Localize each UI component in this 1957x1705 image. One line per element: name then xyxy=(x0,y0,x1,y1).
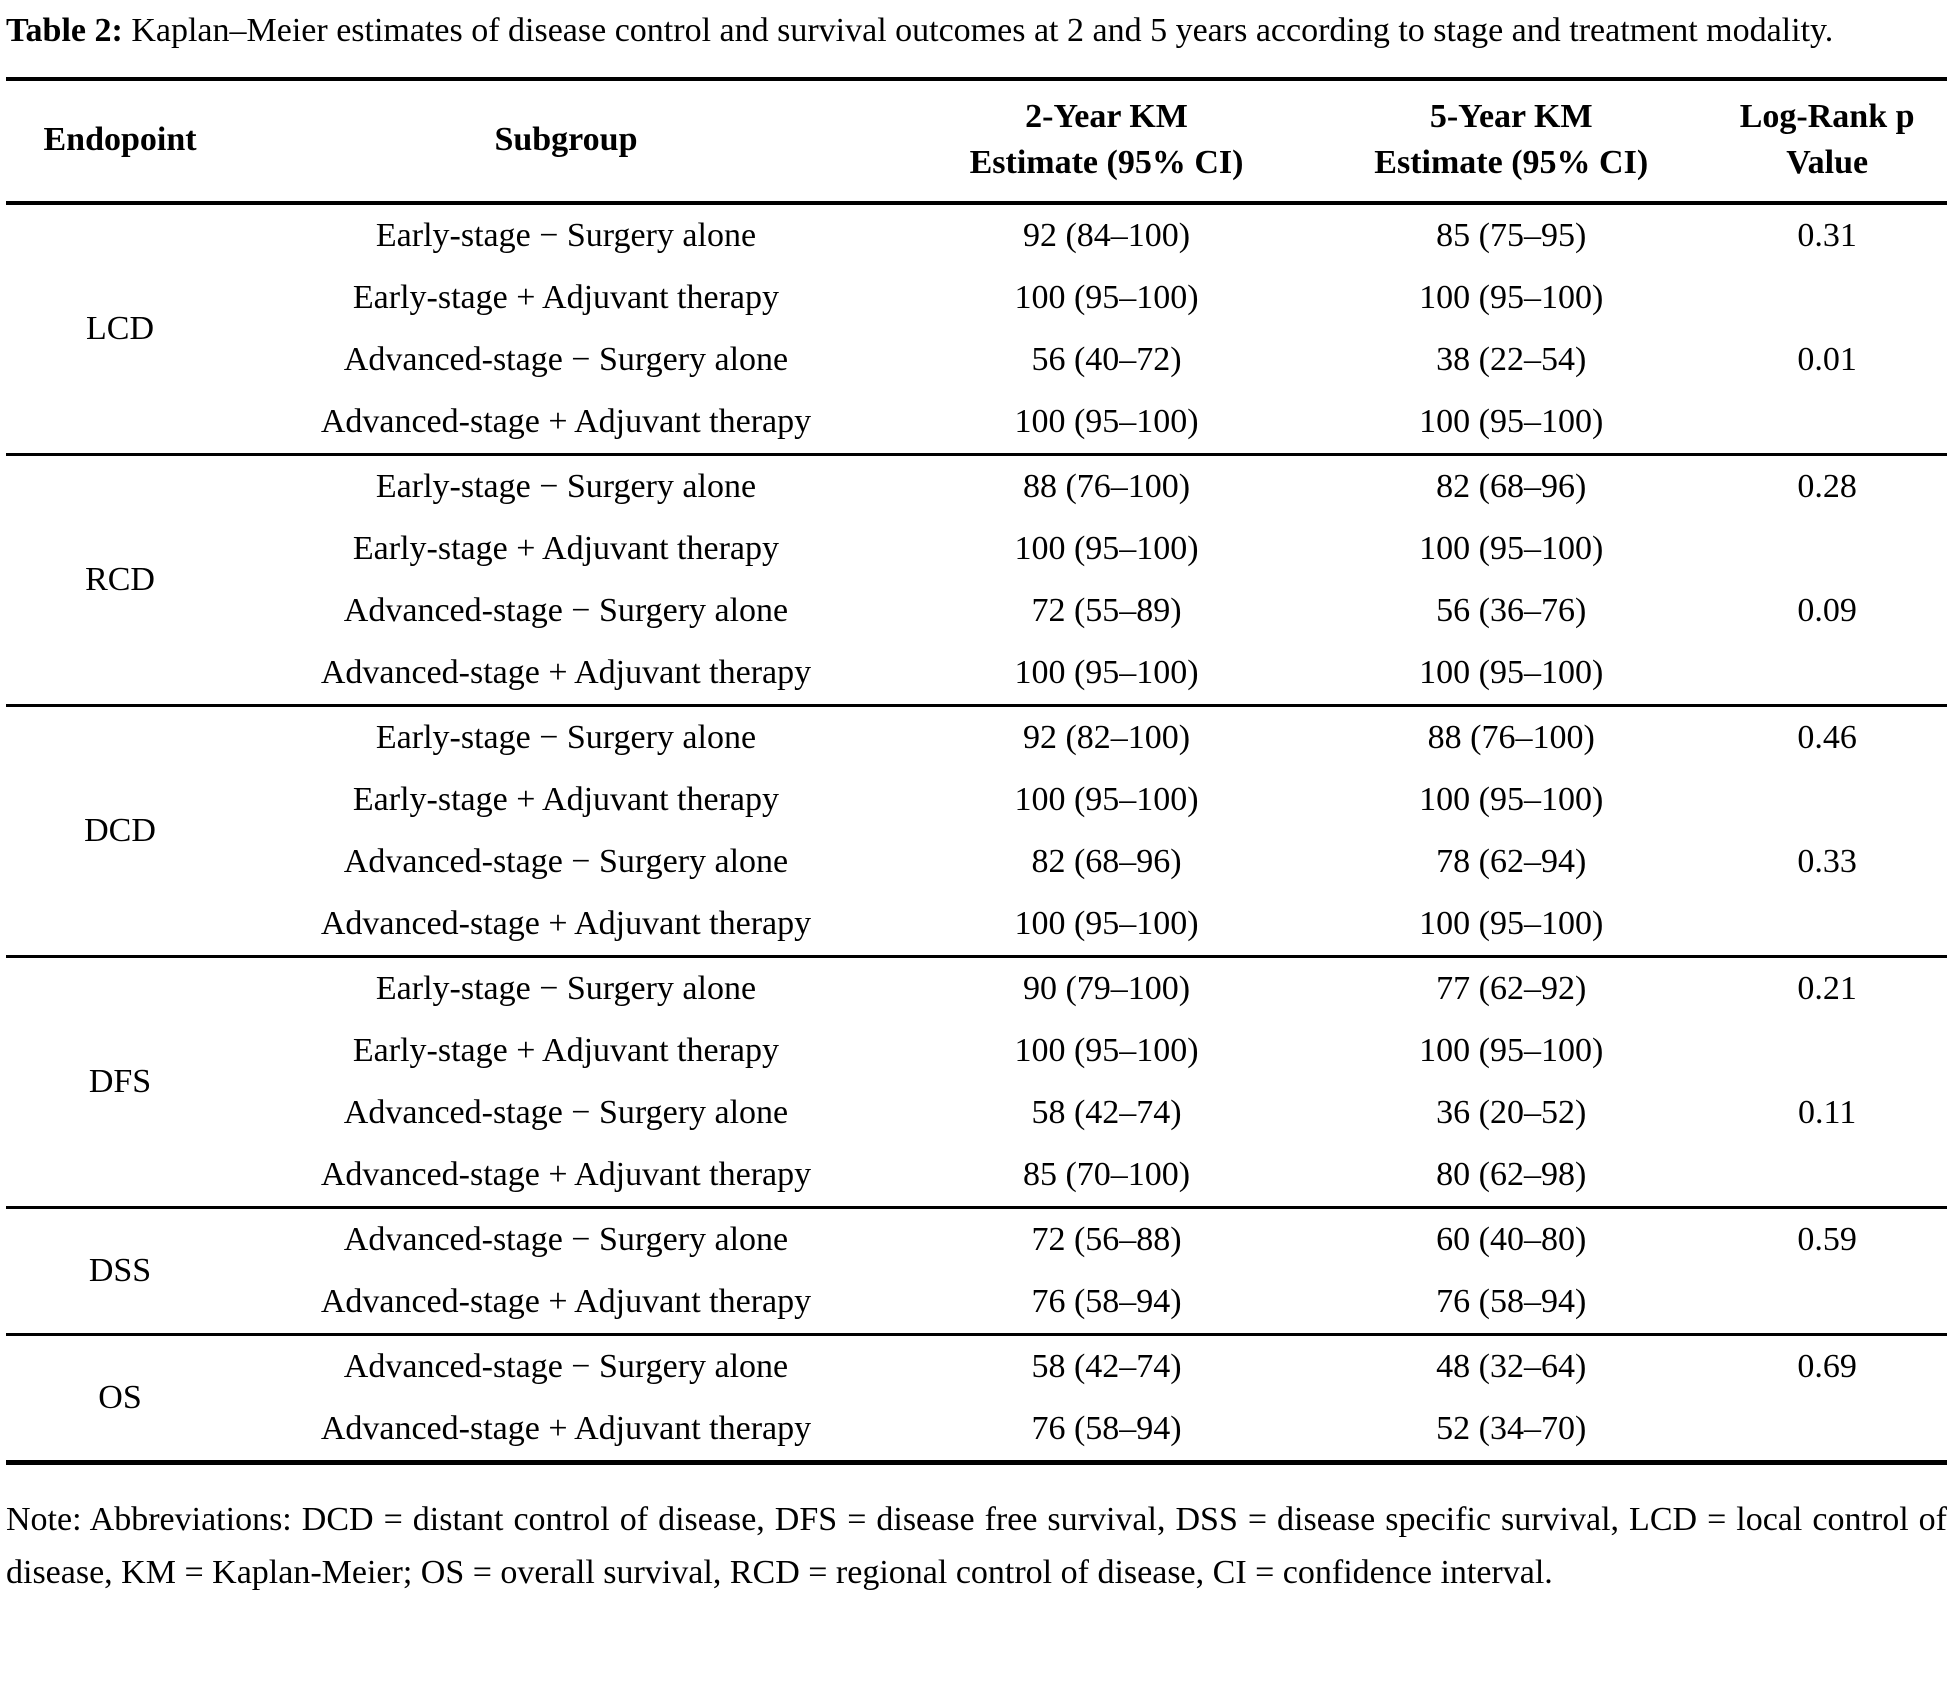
pvalue-cell: 0.01 xyxy=(1797,341,1857,378)
column-header-pvalue-line1: Log-Rank p xyxy=(1739,98,1915,135)
km5-cell: 76 (58–94) xyxy=(1436,1283,1587,1320)
pvalue-cell: 0.21 xyxy=(1707,957,1947,1021)
column-header-5yr-km xyxy=(1315,79,1707,203)
km2-cell: 100 (95–100) xyxy=(1014,654,1199,691)
column-header-5yr-km-line2: Estimate (95% CI) xyxy=(1374,144,1649,181)
pvalue-cell xyxy=(1707,642,1947,706)
subgroup-cell: Advanced-stage − Surgery alone xyxy=(234,1335,898,1399)
table-row xyxy=(6,706,1947,770)
table-row xyxy=(6,642,1947,706)
km2-cell: 92 (82–100) xyxy=(898,706,1315,770)
table-row xyxy=(6,1271,1947,1335)
km2-cell: 100 (95–100) xyxy=(1014,403,1199,440)
subgroup-cell: Advanced-stage + Adjuvant therapy xyxy=(320,403,812,440)
km5-cell: 100 (95–100) xyxy=(1419,279,1604,316)
table-row xyxy=(6,267,1947,329)
subgroup-cell: Early-stage + Adjuvant therapy xyxy=(352,530,780,567)
pvalue-cell xyxy=(1707,267,1947,329)
column-header-2yr-km xyxy=(898,79,1315,203)
km2-cell: 72 (55–89) xyxy=(1031,592,1182,629)
subgroup-cell: Advanced-stage − Surgery alone xyxy=(343,843,789,880)
km2-cell: 100 (95–100) xyxy=(1014,905,1199,942)
km5-cell: 56 (36–76) xyxy=(1436,592,1587,629)
km2-cell: 76 (58–94) xyxy=(1031,1283,1182,1320)
table-note: Note: Abbreviations: DCD = distant control of disease, DFS = disease free survival, DSS = disease specific survival, LCD = local control of disease, KM = Kaplan-Meier; OS = overall survival, RCD = regional control of disease, CI = confidence interval. xyxy=(6,1501,1947,1591)
subgroup-cell: Early-stage − Surgery alone xyxy=(234,455,898,519)
km5-cell: 100 (95–100) xyxy=(1419,654,1604,691)
pvalue-cell: 0.28 xyxy=(1707,455,1947,519)
km2-cell: 72 (56–88) xyxy=(898,1208,1315,1272)
km5-cell: 48 (32–64) xyxy=(1315,1335,1707,1399)
km2-cell: 85 (70–100) xyxy=(1022,1156,1191,1193)
pvalue-cell: 0.59 xyxy=(1707,1208,1947,1272)
table-row xyxy=(6,580,1947,642)
column-header-5yr-km-line1: 5-Year KM xyxy=(1429,98,1593,135)
table-row xyxy=(6,518,1947,580)
subgroup-cell: Early-stage − Surgery alone xyxy=(234,203,898,267)
column-header-2yr-km-line1: 2-Year KM xyxy=(1025,98,1188,135)
km5-cell: 100 (95–100) xyxy=(1419,403,1604,440)
km2-cell: 100 (95–100) xyxy=(1014,781,1199,818)
pvalue-cell: 0.09 xyxy=(1797,592,1857,629)
km2-cell: 76 (58–94) xyxy=(1031,1410,1182,1447)
km5-cell: 88 (76–100) xyxy=(1315,706,1707,770)
subgroup-cell: Early-stage − Surgery alone xyxy=(234,706,898,770)
km2-cell: 56 (40–72) xyxy=(1031,341,1182,378)
km5-cell: 77 (62–92) xyxy=(1315,957,1707,1021)
table-row xyxy=(6,831,1947,893)
table-row xyxy=(6,1082,1947,1144)
km5-cell: 100 (95–100) xyxy=(1419,781,1604,818)
km2-cell: 90 (79–100) xyxy=(898,957,1315,1021)
km2-cell: 88 (76–100) xyxy=(898,455,1315,519)
endpoint-cell-lcd: LCD xyxy=(6,203,234,455)
subgroup-cell: Early-stage − Surgery alone xyxy=(234,957,898,1021)
table-row xyxy=(6,203,1947,267)
km5-cell: 38 (22–54) xyxy=(1436,341,1587,378)
table-row xyxy=(6,329,1947,391)
km2-cell: 92 (84–100) xyxy=(898,203,1315,267)
km-estimates-table xyxy=(6,77,1947,1465)
km2-cell: 100 (95–100) xyxy=(1014,1032,1199,1069)
subgroup-cell: Early-stage + Adjuvant therapy xyxy=(352,279,780,316)
table-row xyxy=(6,1208,1947,1272)
km5-cell: 36 (20–52) xyxy=(1436,1094,1587,1131)
subgroup-cell: Advanced-stage + Adjuvant therapy xyxy=(320,654,812,691)
table-row xyxy=(6,1398,1947,1463)
km2-cell: 58 (42–74) xyxy=(898,1335,1315,1399)
table-row xyxy=(6,957,1947,1021)
pvalue-cell xyxy=(1707,1271,1947,1335)
pvalue-cell: 0.11 xyxy=(1798,1094,1857,1131)
km5-cell: 100 (95–100) xyxy=(1419,905,1604,942)
km2-cell: 82 (68–96) xyxy=(1031,843,1182,880)
km5-cell: 82 (68–96) xyxy=(1315,455,1707,519)
pvalue-cell xyxy=(1707,769,1947,831)
km5-cell: 80 (62–98) xyxy=(1436,1156,1587,1193)
table-row xyxy=(6,769,1947,831)
column-header-endpoint: Endopoint xyxy=(6,79,234,203)
table-row xyxy=(6,391,1947,455)
table-row xyxy=(6,1144,1947,1208)
pvalue-cell: 0.69 xyxy=(1707,1335,1947,1399)
km5-cell: 85 (75–95) xyxy=(1315,203,1707,267)
km2-cell: 58 (42–74) xyxy=(1031,1094,1182,1131)
km5-cell: 100 (95–100) xyxy=(1419,530,1604,567)
endpoint-cell-dfs: DFS xyxy=(6,957,234,1208)
pvalue-cell xyxy=(1707,1398,1947,1463)
subgroup-cell: Advanced-stage − Surgery alone xyxy=(234,1208,898,1272)
pvalue-cell xyxy=(1707,391,1947,455)
subgroup-cell: Advanced-stage + Adjuvant therapy xyxy=(320,1410,812,1447)
km5-cell: 60 (40–80) xyxy=(1315,1208,1707,1272)
subgroup-cell: Early-stage + Adjuvant therapy xyxy=(352,1032,780,1069)
table-caption-label: Table 2: xyxy=(6,12,123,49)
pvalue-cell xyxy=(1707,518,1947,580)
column-header-subgroup: Subgroup xyxy=(234,79,898,203)
endpoint-cell-dss: DSS xyxy=(6,1208,234,1335)
pvalue-cell: 0.46 xyxy=(1707,706,1947,770)
table-caption xyxy=(6,8,1947,53)
km2-cell: 100 (95–100) xyxy=(1014,530,1199,567)
column-header-pvalue xyxy=(1707,79,1947,203)
table-caption-text: Kaplan–Meier estimates of disease control and survival outcomes at 2 and 5 years according to stage and treatment modality. xyxy=(131,12,1834,49)
column-header-pvalue-line2: Value xyxy=(1786,144,1869,181)
header-row xyxy=(6,79,1947,203)
column-header-2yr-km-line2: Estimate (95% CI) xyxy=(969,144,1244,181)
subgroup-cell: Advanced-stage − Surgery alone xyxy=(343,1094,789,1131)
subgroup-cell: Advanced-stage − Surgery alone xyxy=(343,341,789,378)
pvalue-cell xyxy=(1707,893,1947,957)
subgroup-cell: Advanced-stage − Surgery alone xyxy=(343,592,789,629)
endpoint-cell-os: OS xyxy=(6,1335,234,1463)
table-row xyxy=(6,1020,1947,1082)
subgroup-cell: Early-stage + Adjuvant therapy xyxy=(352,781,780,818)
pvalue-cell: 0.31 xyxy=(1707,203,1947,267)
subgroup-cell: Advanced-stage + Adjuvant therapy xyxy=(320,1156,812,1193)
pvalue-cell xyxy=(1707,1144,1947,1208)
subgroup-cell: Advanced-stage + Adjuvant therapy xyxy=(320,1283,812,1320)
pvalue-cell xyxy=(1707,1020,1947,1082)
km2-cell: 100 (95–100) xyxy=(1014,279,1199,316)
table-row xyxy=(6,1335,1947,1399)
pvalue-cell: 0.33 xyxy=(1797,843,1857,880)
subgroup-cell: Advanced-stage + Adjuvant therapy xyxy=(320,905,812,942)
endpoint-cell-dcd: DCD xyxy=(6,706,234,957)
km5-cell: 78 (62–94) xyxy=(1436,843,1587,880)
endpoint-cell-rcd: RCD xyxy=(6,455,234,706)
km5-cell: 52 (34–70) xyxy=(1436,1410,1587,1447)
km5-cell: 100 (95–100) xyxy=(1419,1032,1604,1069)
table-row xyxy=(6,893,1947,957)
table-row xyxy=(6,455,1947,519)
